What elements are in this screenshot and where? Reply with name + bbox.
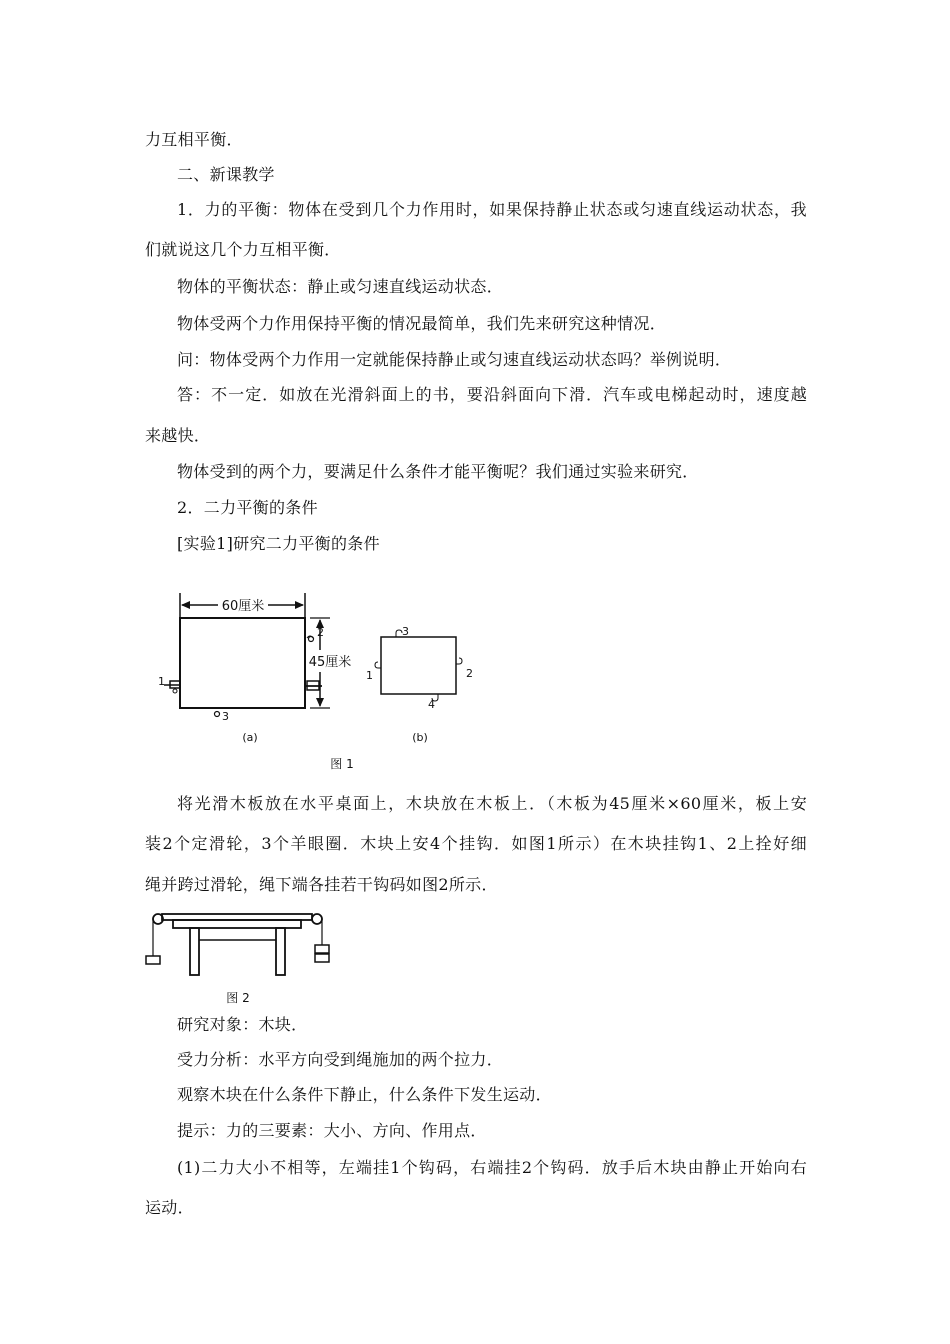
paragraph-line: 将光滑木板放在水平桌面上，木块放在木板上．（木板为45厘米×60厘米，板上安 xyxy=(177,794,807,813)
figure-1-caption: 图 1 xyxy=(330,757,354,771)
block-label-1: 1 xyxy=(366,669,373,682)
paragraph-line: 观察木块在什么条件下静止，什么条件下发生运动． xyxy=(177,1085,552,1104)
paragraph-line: 物体受到的两个力，要满足什么条件才能平衡呢？我们通过实验来研究． xyxy=(177,462,699,481)
paragraph-line: 力互相平衡． xyxy=(145,130,243,149)
paragraph-line: 绳并跨过滑轮，绳下端各挂若干钩码如图2所示． xyxy=(145,875,498,894)
block-label-2: 2 xyxy=(466,667,473,680)
block-rectangle xyxy=(381,637,456,694)
subfigure-label-b: (b) xyxy=(412,731,428,744)
hook-weight-right-2 xyxy=(315,954,329,962)
paragraph-line: 受力分析：水平方向受到绳施加的两个拉力． xyxy=(177,1050,504,1069)
block-label-4: 4 xyxy=(428,698,435,711)
paragraph-line: 们就说这几个力互相平衡． xyxy=(145,240,341,259)
hook-weight-left xyxy=(146,956,160,964)
paragraph-line: 装2个定滑轮，3个羊眼圈．木块上安4个挂钩．如图1所示）在木块挂钩1、2上拴好细 xyxy=(145,834,807,853)
board-label-2: 2 xyxy=(317,626,324,639)
paragraph-line: 运动． xyxy=(145,1198,194,1217)
hook-weight-right-1 xyxy=(315,945,329,953)
board-label-1: 1 xyxy=(158,675,165,688)
figure-1 xyxy=(150,590,490,775)
paragraph-line: 1．力的平衡：物体在受到几个力作用时，如果保持静止状态或匀速直线运动状态，我 xyxy=(177,200,807,219)
block-label-3: 3 xyxy=(402,625,409,638)
paragraph-line: (1)二力大小不相等，左端挂1个钩码，右端挂2个钩码．放手后木块由静止开始向右 xyxy=(177,1158,807,1177)
table-leg-right xyxy=(276,928,285,975)
subfigure-label-a: (a) xyxy=(242,731,258,744)
height-label: 45厘米 xyxy=(308,655,352,670)
paragraph-line: 物体的平衡状态：静止或匀速直线运动状态． xyxy=(177,277,504,296)
eyelet-3 xyxy=(215,712,220,717)
subsection-heading: 2．二力平衡的条件 xyxy=(177,498,318,517)
hook-1 xyxy=(375,662,381,668)
section-heading: 二、新课教学 xyxy=(177,165,275,184)
paragraph-line: 问：物体受两个力作用一定就能保持静止或匀速直线运动状态吗？举例说明． xyxy=(177,350,732,369)
paragraph-line: 答：不一定．如放在光滑斜面上的书，要沿斜面向下滑．汽车或电梯起动时，速度越 xyxy=(177,385,807,404)
paragraph-line: 来越快． xyxy=(145,426,211,445)
board-label-3: 3 xyxy=(222,710,229,723)
table-leg-left xyxy=(190,928,199,975)
pulley-right xyxy=(312,914,322,924)
figure-2-caption: 图 2 xyxy=(226,991,250,1005)
table-top xyxy=(162,914,312,920)
width-label: 60厘米 xyxy=(221,599,265,614)
hook-2 xyxy=(456,658,462,664)
experiment-title: [实验1]研究二力平衡的条件 xyxy=(177,534,380,553)
paragraph-line: 物体受两个力作用保持平衡的情况最简单，我们先来研究这种情况． xyxy=(177,314,667,333)
paragraph-line: 提示：力的三要素：大小、方向、作用点． xyxy=(177,1121,487,1140)
board-rectangle xyxy=(180,618,305,708)
paragraph-line: 研究对象：木块． xyxy=(177,1015,308,1034)
figure-2 xyxy=(140,910,340,1010)
